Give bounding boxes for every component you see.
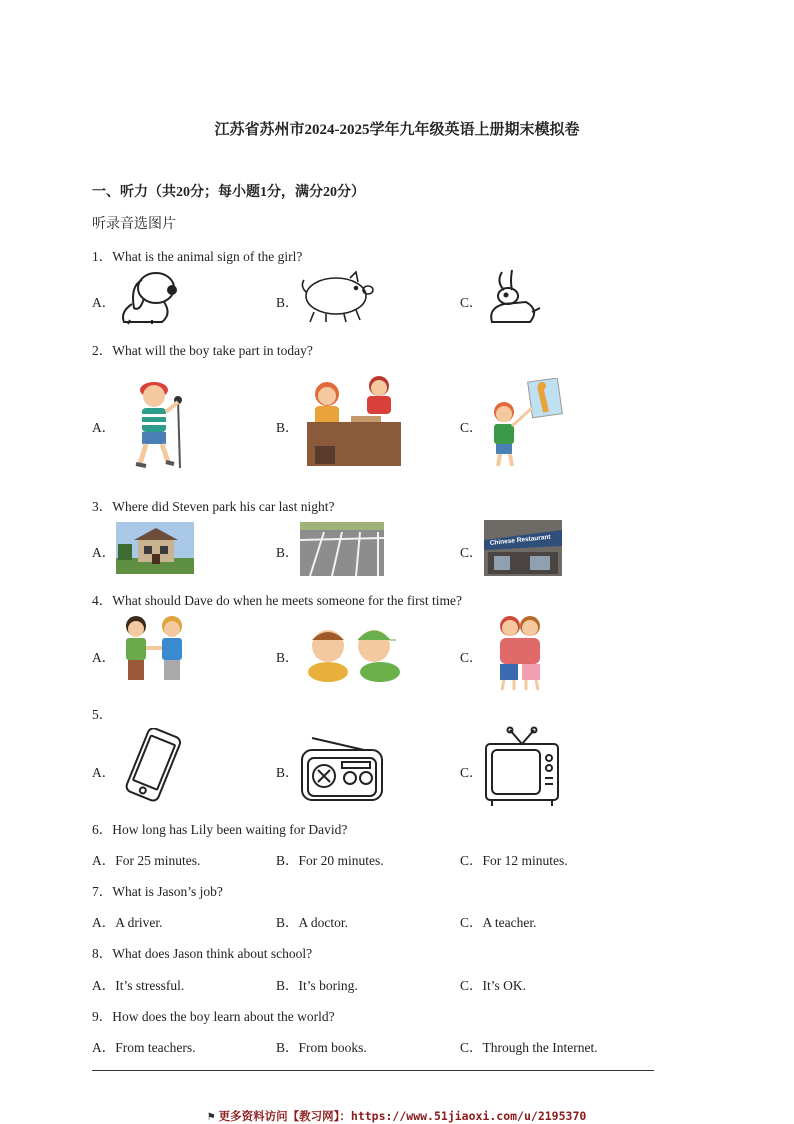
question-5: 5．: [92, 707, 113, 722]
painting-boy-image: [484, 378, 564, 470]
q8-option-c: C．It’s OK.: [460, 978, 527, 993]
question-6: 6．How long has Lily been waiting for David?: [92, 822, 348, 837]
q8-option-a: A．It’s stressful.: [92, 978, 185, 993]
hug-image: [484, 612, 556, 692]
restaurant-sign-text: Chinese Restaurant: [489, 533, 551, 547]
restaurant-photo: [484, 520, 562, 576]
q6-option-b: B．For 20 minutes.: [276, 853, 384, 868]
q6-option-c: C．For 12 minutes.: [460, 853, 568, 868]
q4-option-b: B．: [276, 650, 299, 665]
q3-option-b: B．: [276, 545, 299, 560]
q3-option-c: C．: [460, 545, 483, 560]
chess-kids-image: [305, 372, 403, 468]
q9-option-b: B．From books.: [276, 1040, 367, 1055]
q2-option-c: C．: [460, 420, 483, 435]
handshake-image: [120, 612, 190, 690]
q9-option-c: C．Through the Internet.: [460, 1040, 598, 1055]
phone-icon: [114, 728, 190, 802]
q7-option-b: B．A doctor.: [276, 915, 349, 930]
singing-boy-image: [122, 372, 198, 472]
flag-icon: ⚑: [207, 1109, 215, 1123]
q4-option-c: C．: [460, 650, 483, 665]
section-heading: 一、听力（共20分；每小题1分，满分20分）: [92, 185, 365, 200]
parking-lot-photo: [300, 522, 384, 576]
q5-option-a: A．: [92, 765, 116, 780]
page-title: 江苏省苏州市2024-2025学年九年级英语上册期末模拟卷: [214, 122, 580, 138]
radio-icon: [298, 730, 386, 806]
q4-option-a: A．: [92, 650, 116, 665]
q6-option-a: A．For 25 minutes.: [92, 853, 201, 868]
q2-option-b: B．: [276, 420, 299, 435]
q7-option-c: C．A teacher.: [460, 915, 537, 930]
question-7: 7．What is Jason’s job?: [92, 884, 223, 899]
q8-option-b: B．It’s boring.: [276, 978, 358, 993]
question-8: 8．What does Jason think about school?: [92, 946, 313, 961]
dog-icon: [112, 268, 184, 326]
footer-divider: [92, 1070, 654, 1071]
rabbit-icon: [482, 268, 546, 328]
q1-option-c: C．: [460, 295, 483, 310]
q1-option-b: B．: [276, 295, 299, 310]
question-1: 1．What is the animal sign of the girl?: [92, 249, 303, 264]
question-4: 4．What should Dave do when he meets someone for the first time?: [92, 593, 463, 608]
footer: [0, 1108, 794, 1124]
bow-image: [298, 618, 410, 682]
footer-link[interactable]: https://www.51jiaoxi.com/u/2195370: [350, 1109, 587, 1123]
q5-option-c: C．: [460, 765, 483, 780]
question-3: 3．Where did Steven park his car last night?: [92, 499, 335, 514]
house-photo: [116, 522, 194, 574]
q5-option-b: B．: [276, 765, 299, 780]
pig-icon: [298, 270, 376, 324]
q9-option-a: A．From teachers.: [92, 1040, 196, 1055]
subsection-heading: 听录音选图片: [92, 217, 176, 232]
q7-option-a: A．A driver.: [92, 915, 163, 930]
q1-option-a: A．: [92, 295, 116, 310]
q2-option-a: A．: [92, 420, 116, 435]
q3-option-a: A．: [92, 545, 116, 560]
question-2: 2．What will the boy take part in today?: [92, 343, 313, 358]
question-9: 9．How does the boy learn about the world?: [92, 1009, 335, 1024]
tv-icon: [482, 726, 562, 806]
footer-prefix: 更多资料访问【教习网】：: [218, 1109, 351, 1123]
